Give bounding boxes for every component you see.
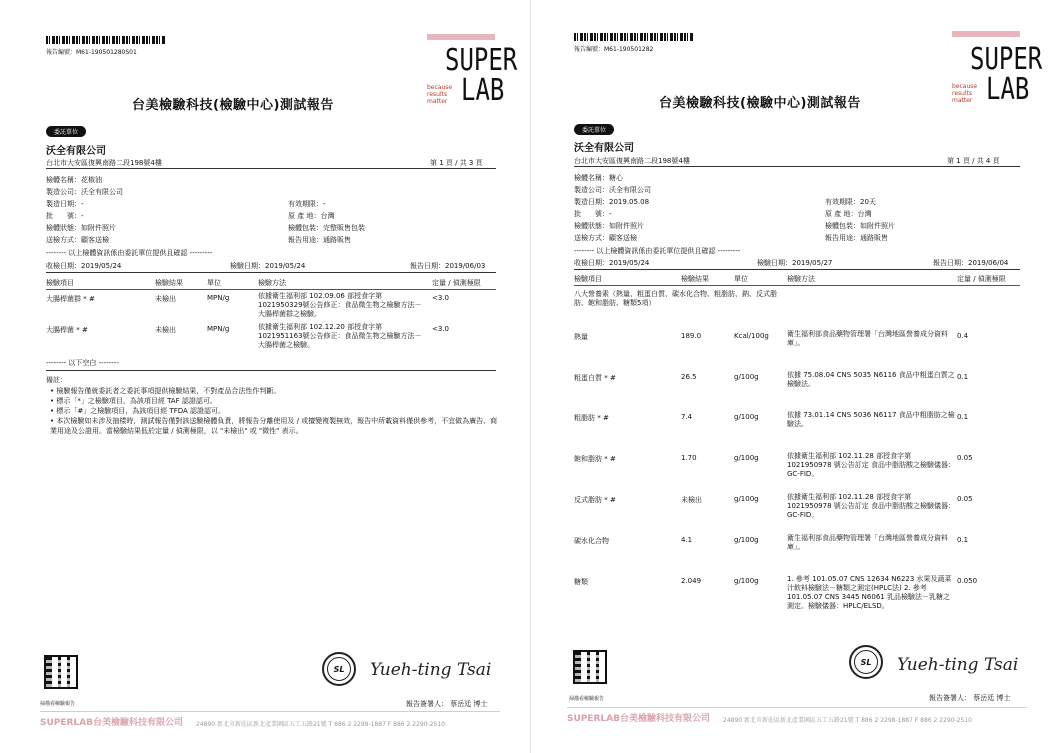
- logo-tagline: matter: [952, 97, 973, 104]
- row-limit: 0.4: [957, 332, 969, 340]
- logo-text-super: SUPER: [445, 42, 518, 78]
- barcode: [574, 33, 694, 41]
- signature: Yueh-ting Tsai: [897, 655, 1019, 675]
- field-sample-state: 檢體狀態：如附件照片: [574, 222, 644, 230]
- info-confirm-note: -------- 以上檢體資訊係由委託單位提供且確認 ---------: [46, 249, 213, 257]
- row-result: 未檢出: [155, 326, 176, 334]
- row-result: 189.0: [681, 332, 702, 340]
- row-item: 粗蛋白質 * #: [574, 374, 616, 382]
- row-result: 未檢出: [155, 295, 176, 303]
- field-delivery: 送檢方式：顧客送檢: [46, 236, 109, 244]
- page-number: 第 1 頁 / 共 3 頁: [430, 159, 483, 167]
- col-header-limit: 定量 / 偵測極限: [432, 279, 481, 287]
- row-unit: g/100g: [734, 454, 759, 462]
- row-method: 依據衛生福利部 102.11.28 部授食字第1021950978 號公告訂定 食品中脂肪酸之檢驗儀器：GC-FID。: [787, 493, 955, 519]
- note-item: • 本次檢驗如未涉及抽樣時，測試報告僅對該送驗檢體負責，將報告分離使用及 / 或擅變複製無效，報告中所載資料僅供參考，不宜做為廣告、商業用途及公證用。當檢驗結果低於定量 / 偵測極限，以 "未檢出" 或 "微性" 表示。: [50, 417, 498, 435]
- field-origin: 原 產 地：台灣: [825, 210, 872, 218]
- note-item: • 標示「*」之檢驗項目，為該項目經 TAF 認證認可。: [50, 397, 217, 405]
- row-unit: g/100g: [734, 536, 759, 544]
- field-purpose: 報告用途：通路販售: [288, 236, 351, 244]
- field-packaging: 檢體包裝：如附件照片: [825, 222, 895, 230]
- col-header-method: 檢驗方法: [258, 279, 286, 287]
- row-unit: g/100g: [734, 577, 759, 585]
- nutrient-group-label: 八大營養素（熱量、粗蛋白質、碳水化合物、粗脂肪、鈉、反式脂肪、飽和脂肪、糖類5項）: [574, 290, 777, 307]
- field-packaging: 檢體包裝：完整販售包裝: [288, 224, 365, 232]
- test-date: 檢驗日期：2019/05/24: [230, 262, 306, 270]
- field-expiry: 有效期限：-: [288, 200, 326, 208]
- blank-below-mark: -------- 以下空白 --------: [46, 359, 119, 367]
- field-mfg-date: 製造日期：-: [46, 200, 84, 208]
- notes-title: 備註：: [46, 376, 67, 384]
- sample-fields-right: [288, 198, 365, 246]
- client-company: 沃全有限公司: [574, 143, 634, 154]
- row-unit: MPN/g: [207, 294, 230, 302]
- row-item: 飽和脂肪 * #: [574, 455, 616, 463]
- field-manufacturer: 製造公司：沃全有限公司: [46, 188, 123, 196]
- test-date: 檢驗日期：2019/05/27: [757, 259, 833, 267]
- field-batch: 批 號：-: [46, 212, 84, 220]
- col-header-item: 檢驗項目: [46, 279, 74, 287]
- row-item: 糖類: [574, 578, 588, 586]
- client-address: 台北市大安區復興南路二段198號4樓: [574, 157, 690, 165]
- info-confirm-note: -------- 以上檢體資訊係由委託單位提供且確認 ---------: [574, 247, 741, 255]
- footer-company: SUPERLAB台美檢驗科技有限公司: [40, 718, 184, 728]
- field-delivery: 送檢方式：顧客送檢: [574, 234, 637, 242]
- field-sample-name: 檢體名稱：糖心: [574, 174, 623, 182]
- client-address: 台北市大安區復興南路二段198號4樓: [46, 159, 162, 167]
- logo-tagline: matter: [427, 98, 448, 105]
- col-header-result: 檢驗結果: [681, 275, 709, 283]
- lab-seal-icon: [322, 652, 356, 686]
- row-item: 粗脂肪 * #: [574, 414, 609, 422]
- signer: 報告簽署人： 蔡岳廷 博士: [929, 694, 1011, 702]
- page-number: 第 1 頁 / 共 4 頁: [947, 157, 1000, 165]
- qr-code[interactable]: [44, 655, 78, 689]
- client-badge: 委託單位: [574, 124, 614, 135]
- row-unit: MPN/g: [207, 325, 230, 333]
- row-method: 依據 75.08.04 CNS 5035 N6116 食品中粗蛋白質之檢驗法。: [787, 371, 955, 388]
- logo-tagline: because: [427, 84, 453, 91]
- row-item: 大腸桿菌 * #: [46, 326, 88, 334]
- col-header-method: 檢驗方法: [787, 275, 815, 283]
- received-date: 收檢日期：2019/05/24: [574, 259, 650, 267]
- report-page-1: [0, 0, 527, 753]
- footer-address: 24890 新北市新莊區新北產業園區五工五路21號 T 886 2 2298-1887 F 886 2 2290-2510: [723, 717, 972, 724]
- row-unit: g/100g: [734, 495, 759, 503]
- report-number: 報告編號：M61-190501282: [574, 46, 654, 53]
- row-item: 反式脂肪 * #: [574, 496, 616, 504]
- row-limit: 0.050: [957, 577, 978, 585]
- footer-company: SUPERLAB台美檢驗科技有限公司: [567, 714, 711, 724]
- qr-caption: 掃描看檢驗報告: [40, 701, 76, 707]
- report-page-2: [530, 0, 1055, 753]
- field-sample-name: 檢體名稱：花椒油: [46, 176, 102, 184]
- sample-fields-left: [574, 172, 651, 244]
- qr-code[interactable]: [573, 650, 607, 684]
- qr-caption: 掃描看檢驗報告: [569, 696, 605, 702]
- row-item: 熱量: [574, 333, 588, 341]
- row-result: 4.1: [681, 536, 693, 544]
- notes-list: [50, 386, 500, 436]
- logo-tagline: because: [952, 83, 978, 90]
- row-unit: g/100g: [734, 413, 759, 421]
- row-limit: 0.1: [957, 373, 969, 381]
- seal-mark: SL: [327, 657, 351, 681]
- row-method: 衛生福利部食品藥物管理署「台灣地區營養成分資料庫」。: [787, 534, 948, 551]
- row-unit: g/100g: [734, 373, 759, 381]
- barcode: [46, 36, 166, 44]
- row-result: 未檢出: [681, 496, 702, 504]
- logo-text-super: SUPER: [970, 41, 1043, 77]
- note-item: • 檢驗報告僅就委託者之委託事項提供檢驗結果，不對產品合法性作判斷。: [50, 387, 281, 395]
- row-limit: 0.05: [957, 454, 973, 462]
- client-badge: 委託單位: [46, 126, 86, 137]
- row-method: 衛生福利部食品藥物管理署「台灣地區營養成分資料庫」。: [787, 330, 948, 347]
- row-result: 26.5: [681, 373, 697, 381]
- field-manufacturer: 製造公司：沃全有限公司: [574, 186, 651, 194]
- report-title: 台美檢驗科技(檢驗中心)測試報告: [132, 98, 334, 113]
- row-method: 1. 參考 101.05.07 CNS 12634 N6223 水果及蔬菜汁飲料檢驗法－糖類之測定(HPLC法) 2. 參考 101.05.07 CNS 3445 N6061 乳品檢驗法－乳糖之測定。檢驗儀器：HPLC/ELSD。: [787, 575, 952, 610]
- signer: 報告簽署人： 蔡岳廷 博士: [406, 700, 488, 708]
- footer-address: 24890 新北市新莊區新北產業園區五工五路21號 T 886 2 2298-1887 F 886 2 2290-2510: [196, 721, 445, 728]
- row-result: 2.049: [681, 577, 702, 585]
- field-origin: 原 產 地：台灣: [288, 212, 335, 220]
- col-header-item: 檢驗項目: [574, 275, 602, 283]
- row-limit: <3.0: [432, 294, 449, 302]
- col-header-unit: 單位: [734, 275, 748, 283]
- field-sample-state: 檢體狀態：如附件照片: [46, 224, 116, 232]
- report-number: 報告編號：M61-190501280S01: [46, 49, 137, 56]
- row-result: 7.4: [681, 413, 693, 421]
- row-method: 依據衛生福利部 102.11.28 部授食字第1021950978 號公告訂定 食品中脂肪酸之檢驗儀器：GC-FID。: [787, 452, 955, 478]
- note-item: • 標示「#」之檢驗項目，為該項目經 TFDA 認證認可。: [50, 407, 226, 415]
- row-method: 依據衛生福利部 102.09.06 部授食字第1021950329號公告修正：食品微生物之檢驗方法－大腸桿菌群之檢驗。: [258, 292, 422, 318]
- field-expiry: 有效期限：20天: [825, 198, 876, 206]
- col-header-result: 檢驗結果: [155, 279, 183, 287]
- row-limit: <3.0: [432, 325, 449, 333]
- logo-tagline: results: [427, 91, 448, 98]
- superlab-logo: [427, 34, 518, 110]
- logo-tagline: results: [952, 90, 973, 97]
- logo-text-lab: LAB: [986, 71, 1030, 107]
- col-header-unit: 單位: [207, 279, 221, 287]
- row-item: 碳水化合物: [574, 537, 609, 545]
- field-batch: 批 號：-: [574, 210, 612, 218]
- row-limit: 0.1: [957, 536, 969, 544]
- sample-fields-left: [46, 174, 123, 246]
- report-date: 報告日期：2019/06/03: [410, 262, 486, 270]
- report-date: 報告日期：2019/06/04: [933, 259, 1009, 267]
- received-date: 收檢日期：2019/05/24: [46, 262, 122, 270]
- signature: Yueh-ting Tsai: [370, 660, 492, 680]
- client-company: 沃全有限公司: [46, 146, 106, 157]
- field-mfg-date: 製造日期：2019.05.08: [574, 198, 650, 206]
- row-result: 1.70: [681, 454, 697, 462]
- row-limit: 0.05: [957, 495, 973, 503]
- field-purpose: 報告用途：通路販售: [825, 234, 888, 242]
- superlab-logo: [952, 31, 1043, 107]
- row-method: 依據 73.01.14 CNS 5036 N6117 食品中粗脂肪之檢驗法。: [787, 411, 955, 428]
- row-item: 大腸桿菌群 * #: [46, 295, 95, 303]
- logo-text-lab: LAB: [461, 72, 505, 108]
- report-title: 台美檢驗科技(檢驗中心)測試報告: [659, 96, 861, 111]
- lab-seal-icon: [849, 645, 883, 679]
- sample-fields-right: [825, 196, 895, 244]
- row-unit: Kcal/100g: [734, 332, 769, 340]
- row-method: 依據衛生福利部 102.12.20 部授食字第1021951163號公告修正：食品微生物之檢驗方法－大腸桿菌之檢驗。: [258, 323, 422, 349]
- col-header-limit: 定量 / 偵測極限: [957, 275, 1006, 283]
- row-limit: 0.1: [957, 413, 969, 421]
- seal-mark: SL: [854, 650, 878, 674]
